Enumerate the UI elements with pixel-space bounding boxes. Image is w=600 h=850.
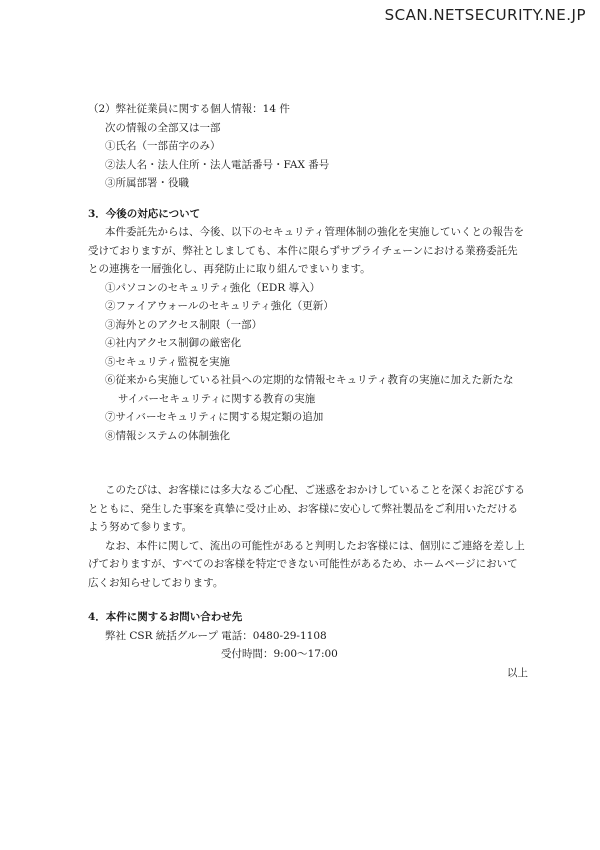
closing-mark: 以上 (507, 666, 528, 679)
list-item: ②法人名・法人住所・法人電話番号・FAX 番号 (105, 158, 330, 171)
list-item: ⑦サイバーセキュリティに関する規定類の追加 (105, 411, 324, 423)
list-item: ⑤セキュリティ監視を実施 (105, 355, 230, 368)
paragraph-line: げておりますが、すべてのお客様を特定できない可能性があるため、ホームページにおいて (88, 558, 518, 570)
list-item: ③所属部署・役職 (105, 177, 189, 189)
list-item: ①氏名（一部苗字のみ） (105, 140, 221, 152)
list-item: ⑥従来から実施している社員への定期的な情報セキュリティ教育の実施に加えた新たな (105, 374, 514, 386)
paragraph-line: 広くお知らせしております。 (88, 576, 224, 589)
list-item-continuation: サイバーセキュリティに関する教育の実施 (118, 392, 316, 405)
hours-line: 受付時間：9:00〜17:00 (221, 648, 338, 660)
list-item: ③海外とのアクセス制限（一部） (105, 318, 263, 331)
section2-title: （2）弊社従業員に関する個人情報：14 件 (88, 103, 290, 115)
site-watermark: SCAN.NETSECURITY.NE.JP (384, 6, 586, 24)
paragraph-line: との連携を一層強化し、再発防止に取り組んでまいります。 (88, 263, 371, 275)
contact-line: 弊社 CSR 統括グループ 電話：0480-29-1108 (105, 629, 327, 642)
list-item: ④社内アクセス制御の厳密化 (105, 337, 242, 349)
paragraph-line: このたびは、お客様には多大なるご心配、ご迷惑をおかけしていることを深くお詫びする (105, 484, 525, 496)
section4-heading: 4．本件に関するお問い合わせ先 (88, 611, 243, 623)
paragraph-line: なお、本件に関して、流出の可能性があると判明したお客様には、個別にご連絡を差し上 (105, 539, 525, 552)
list-item: ⑧情報システムの体制強化 (105, 429, 230, 442)
list-item: ①パソコンのセキュリティ強化（EDR 導入） (105, 281, 321, 294)
section2-intro: 次の情報の全部又は一部 (105, 121, 221, 134)
section3-heading: 3．今後の対応について (88, 207, 201, 220)
spacer (88, 445, 528, 481)
paragraph-line: とともに、発生した事案を真摯に受け止め、お客様に安心して弊社製品をご利用いただける (88, 502, 519, 515)
document-body (88, 100, 528, 682)
paragraph-line: 受けておりますが、弊社としましても、本件に限らずサプライチェーンにおける業務委託先 (88, 244, 518, 257)
list-item: ②ファイアウォールのセキュリティ強化（更新） (105, 300, 334, 312)
paragraph-line: 本件委託先からは、今後、以下のセキュリティ管理体制の強化を実施していくとの報告を (105, 226, 524, 238)
paragraph-line: よう努めて参ります。 (88, 521, 193, 533)
